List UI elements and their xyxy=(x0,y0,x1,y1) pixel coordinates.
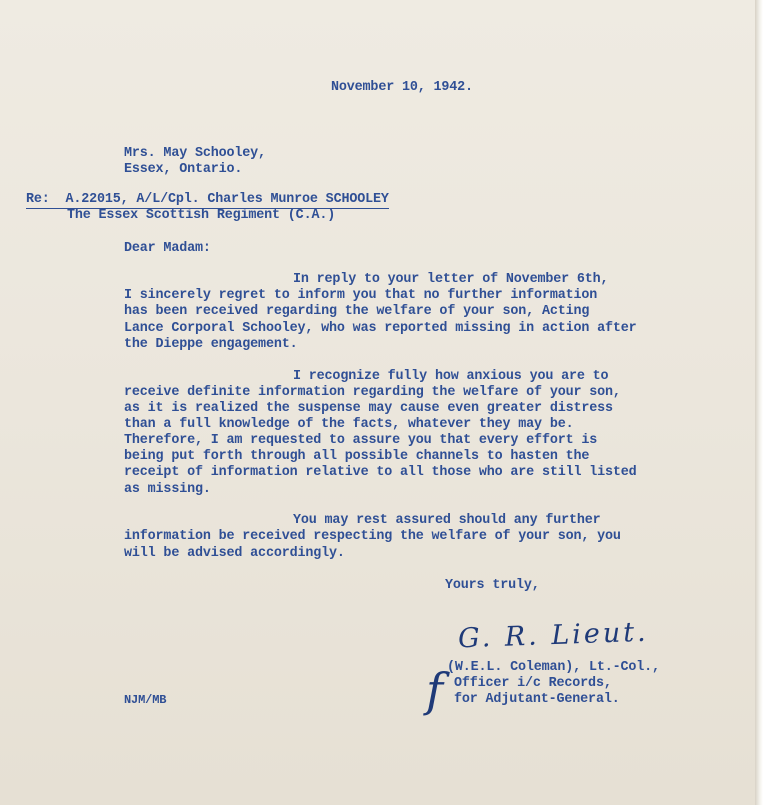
para2-line3: as it is realized the suspense may cause even greater distress xyxy=(124,401,613,416)
signatory-name: (W.E.L. Coleman), Lt.-Col., xyxy=(447,660,660,675)
re-label: Re: xyxy=(26,192,50,207)
letter-date: November 10, 1942. xyxy=(331,80,473,95)
para2-line7: receipt of information relative to all those who are still listed xyxy=(124,465,637,480)
para2-line8: as missing. xyxy=(124,482,211,497)
para1-line3: has been received regarding the welfare of your son, Acting xyxy=(124,304,590,319)
para1-line1: In reply to your letter of November 6th, xyxy=(293,272,609,287)
para1-line5: the Dieppe engagement. xyxy=(124,337,298,352)
para1-line4: Lance Corporal Schooley, who was reported missing in action after xyxy=(124,321,637,336)
re-subject: A.22015, A/L/Cpl. Charles Munroe SCHOOLEY xyxy=(65,192,389,207)
para2-line5: Therefore, I am requested to assure you that every effort is xyxy=(124,433,598,448)
signature-prefix-mark: f xyxy=(426,663,444,717)
para2-line1: I recognize fully how anxious you are to xyxy=(293,369,609,384)
page-edge xyxy=(755,0,763,805)
reference-initials: NJM/MB xyxy=(124,693,167,707)
para3-line1: You may rest assured should any further xyxy=(293,513,601,528)
re-line xyxy=(26,192,389,209)
signatory-title: Officer i/c Records, xyxy=(454,676,612,691)
para3-line3: will be advised accordingly. xyxy=(124,546,345,561)
closing: Yours truly, xyxy=(445,578,540,593)
handwritten-signature: G. R. Lieut. xyxy=(457,616,650,655)
para2-line6: being put forth through all possible channels to hasten the xyxy=(124,449,590,464)
recipient-address: Essex, Ontario. xyxy=(124,162,243,177)
para2-line4: than a full knowledge of the facts, whatever they may be. xyxy=(124,417,574,432)
para1-line2: I sincerely regret to inform you that no further information xyxy=(124,288,598,303)
para3-line2: information be received respecting the welfare of your son, you xyxy=(124,529,621,544)
recipient-name: Mrs. May Schooley, xyxy=(124,146,266,161)
para2-line2: receive definite information regarding the welfare of your son, xyxy=(124,385,621,400)
salutation: Dear Madam: xyxy=(124,241,211,256)
re-regiment: The Essex Scottish Regiment (C.A.) xyxy=(67,208,336,223)
signatory-authority: for Adjutant-General. xyxy=(454,692,620,707)
